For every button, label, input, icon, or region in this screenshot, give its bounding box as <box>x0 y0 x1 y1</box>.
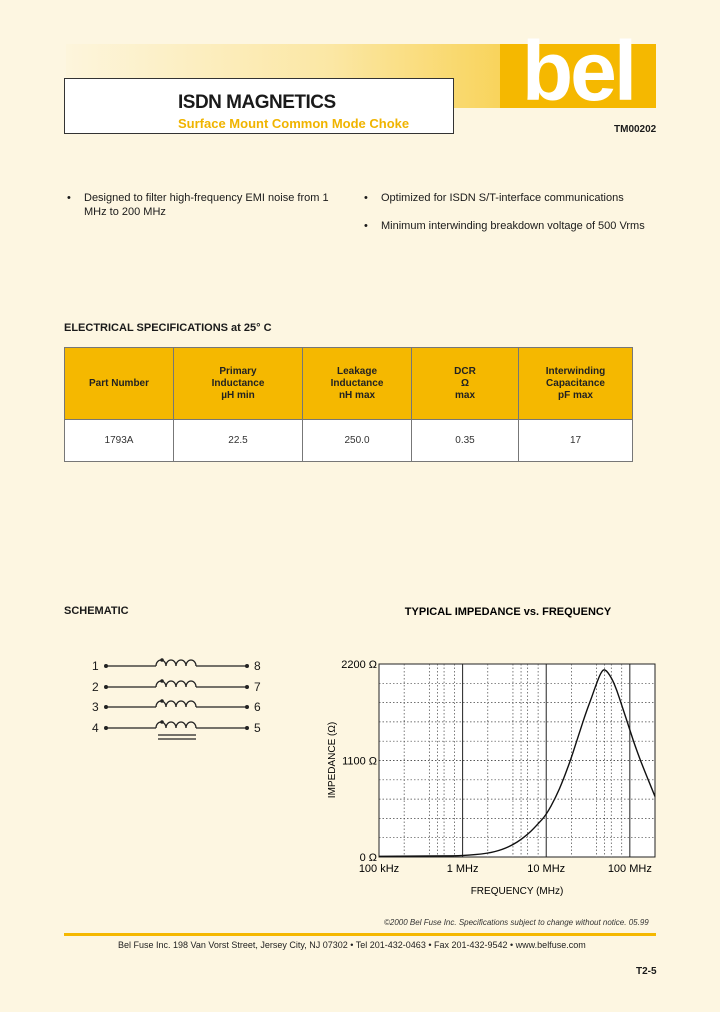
y-tick-label: 1100 Ω <box>342 755 377 768</box>
schematic-heading: SCHEMATIC <box>64 605 129 617</box>
col-leakage-inductance: Leakage Inductance nH max <box>303 348 412 420</box>
y-tick-label: 0 Ω <box>359 852 377 864</box>
specs-heading: ELECTRICAL SPECIFICATIONS at 25° C <box>64 322 272 334</box>
page-title: ISDN MAGNETICS <box>178 92 336 113</box>
bullet-icon: • <box>364 220 368 232</box>
terminal-dot <box>104 664 108 668</box>
spec-header-row <box>65 348 633 420</box>
x-tick-label: 10 MHz <box>527 863 566 875</box>
bullet-icon: • <box>364 192 368 204</box>
pin-label: 3 <box>92 700 99 714</box>
cell-interwinding-capacitance: 17 <box>519 420 633 462</box>
brand-logo: bel <box>521 24 635 118</box>
col-dcr: DCR Ω max <box>412 348 519 420</box>
cell-leakage-inductance: 250.0 <box>303 420 412 462</box>
x-tick-label: 100 kHz <box>358 863 400 875</box>
col-interwinding-capacitance: Interwinding Capacitance pF max <box>519 348 633 420</box>
terminal-dot <box>245 726 249 730</box>
document-number: TM00202 <box>614 124 657 135</box>
polarity-dot <box>160 658 164 662</box>
table-row <box>65 420 633 462</box>
pin-label: 1 <box>92 659 99 673</box>
terminal-dot <box>245 685 249 689</box>
feature-text: Minimum interwinding breakdown voltage of 500 Vrms <box>381 220 645 232</box>
winding-2 <box>106 681 247 687</box>
feature-text: Optimized for ISDN S/T-interface communications <box>381 192 624 204</box>
spec-table <box>64 347 633 462</box>
terminal-dot <box>245 664 249 668</box>
feature-item <box>364 219 671 233</box>
chart-title: TYPICAL IMPEDANCE vs. FREQUENCY <box>404 606 612 618</box>
cell-dcr: 0.35 <box>412 420 519 462</box>
cell-primary-inductance: 22.5 <box>174 420 303 462</box>
winding-3 <box>106 701 247 707</box>
polarity-dot <box>160 720 164 724</box>
x-axis-label: FREQUENCY (MHz) <box>470 886 564 897</box>
feature-text: Designed to filter high-frequency EMI noise from 1 MHz to 200 MHz <box>84 192 329 218</box>
polarity-dot <box>160 699 164 703</box>
pin-label: 6 <box>254 700 261 714</box>
footer-divider <box>64 933 656 936</box>
copyright-notice: ©2000 Bel Fuse Inc. Specifications subject to change without notice. 05.99 <box>384 918 649 927</box>
bullet-icon: • <box>67 192 71 204</box>
feature-item <box>67 191 334 219</box>
pin-label: 8 <box>254 659 261 673</box>
pin-label: 4 <box>92 721 99 735</box>
winding-4 <box>106 722 247 728</box>
col-part-number: Part Number <box>65 348 174 420</box>
y-tick-label: 2200 Ω <box>341 659 377 671</box>
col-primary-inductance: Primary Inductance µH min <box>174 348 303 420</box>
page-number: T2-5 <box>636 966 657 977</box>
pin-label: 2 <box>92 680 99 694</box>
pin-label: 5 <box>254 721 261 735</box>
y-axis-label: IMPEDANCE (Ω) <box>327 721 338 799</box>
terminal-dot <box>245 705 249 709</box>
company-address: Bel Fuse Inc. 198 Van Vorst Street, Jersey City, NJ 07302 • Tel 201-432-0463 • Fax 201-432-9542 • www.belfuse.com <box>118 940 586 950</box>
impedance-chart <box>318 600 663 905</box>
terminal-dot <box>104 726 108 730</box>
winding-1 <box>106 660 247 666</box>
page-subtitle: Surface Mount Common Mode Choke <box>178 116 410 131</box>
polarity-dot <box>160 679 164 683</box>
terminal-dot <box>104 685 108 689</box>
cell-part-number: 1793A <box>65 420 174 462</box>
terminal-dot <box>104 705 108 709</box>
x-tick-label: 1 MHz <box>446 863 479 875</box>
x-tick-label: 100 MHz <box>607 863 652 875</box>
schematic-diagram <box>100 650 260 745</box>
feature-item <box>364 191 671 205</box>
pin-label: 7 <box>254 680 261 694</box>
